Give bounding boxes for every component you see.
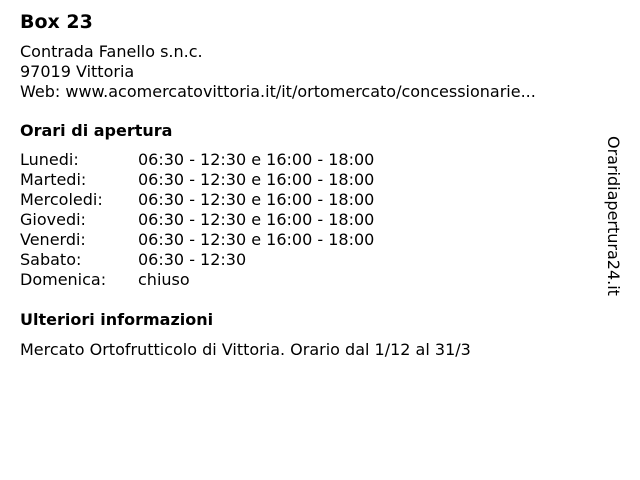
hours-day: Martedi: [20, 170, 87, 189]
hours-day: Lunedi: [20, 150, 79, 169]
hours-time: 06:30 - 12:30 e 16:00 - 18:00 [138, 150, 375, 169]
opening-hours-table [20, 150, 600, 290]
listing-title: Box 23 [20, 11, 93, 33]
hours-time: 06:30 - 12:30 e 16:00 - 18:00 [138, 230, 375, 249]
brand-watermark: Oraridiapertura24.it [604, 136, 623, 296]
website-label: Web: [20, 82, 61, 101]
hours-day: Venerdi: [20, 230, 86, 249]
hours-day: Giovedi: [20, 210, 86, 229]
hours-time: 06:30 - 12:30 e 16:00 - 18:00 [138, 170, 375, 189]
hours-row-monday [20, 150, 600, 170]
hours-row-thursday [20, 210, 600, 230]
hours-time: 06:30 - 12:30 e 16:00 - 18:00 [138, 210, 375, 229]
address-city: 97019 Vittoria [20, 62, 135, 81]
hours-time: 06:30 - 12:30 [138, 250, 247, 269]
additional-info-heading: Ulteriori informazioni [20, 310, 214, 329]
listing-card [20, 10, 600, 360]
website-link[interactable]: www.acomercatovittoria.it/it/ortomercato/concessionarie... [65, 82, 536, 101]
opening-hours-heading: Orari di apertura [20, 121, 173, 140]
hours-row-friday [20, 230, 600, 250]
hours-time: 06:30 - 12:30 e 16:00 - 18:00 [138, 190, 375, 209]
hours-row-saturday [20, 250, 600, 270]
hours-day: Mercoledi: [20, 190, 103, 209]
additional-info-text: Mercato Ortofrutticolo di Vittoria. Orario dal 1/12 al 31/3 [20, 340, 471, 359]
hours-day: Sabato: [20, 250, 82, 269]
hours-time: chiuso [138, 270, 190, 289]
hours-day: Domenica: [20, 270, 107, 289]
hours-row-wednesday [20, 190, 600, 210]
address-block [20, 42, 600, 102]
hours-row-tuesday [20, 170, 600, 190]
website-line [20, 82, 600, 102]
address-street: Contrada Fanello s.n.c. [20, 42, 203, 61]
hours-row-sunday [20, 270, 600, 290]
